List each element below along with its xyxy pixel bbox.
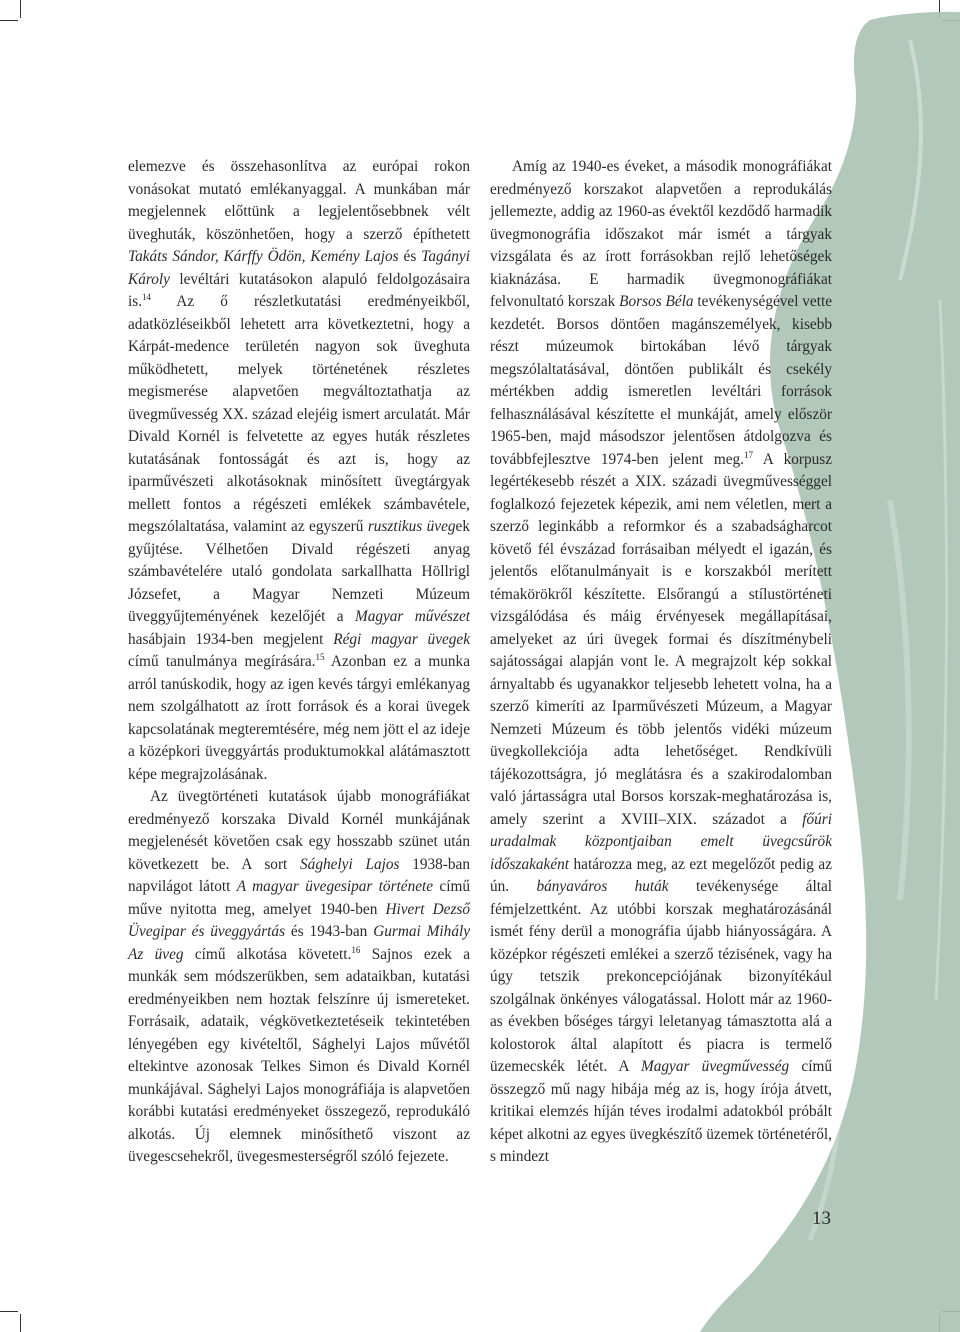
page-number: 13 bbox=[812, 1208, 831, 1229]
left-text-column bbox=[128, 156, 470, 1169]
footnote-ref-16: 16 bbox=[351, 944, 361, 955]
left-paragraph-1: elemezve és összehasonlítva az európai rokon vonásokat mutató emlékanyaggal. A munkában már megjelennek előttünk a legjelentősebbnek vélt üveghuták, köszönhetően, hogy a szerző építhetett Takáts Sándor, Kárffy Ödön, Kemény Lajos és Tagányi Károly levéltári kutatásokon alapuló feldolgozásaira is.$^{14}$ Az ő részletkutatási eredményeikből, adatközléseikből lehetett arra következtetni, hogy a Kárpát-medence területén nagyon sok üveghuta működhetett, melyek történetének részletes megismerése alapvetően megváltoztathatja az üvegművesség XX. század elejéig ismert arculatát. Már Divald Kornél is felvetette az egyes huták részletes kutatásának fontosságát és azt is, hogy az iparművészeti alkotásoknak minősített üvegtárgyak mellett fontos a régészeti emlékek számbavétele, megszólaltatása, valamint az egyszerű rusztikus üvegek gyűjtése. Vélhetően Divald régészeti anyag számbavételére utaló gondolata sarkallhatta Höllrigl Józsefet, a Magyar Nemzeti Múzeum üveggyűjteményének kezelőjét a Magyar művészet hasábjain 1934-ben megjelent Régi magyar üvegek című tanulmánya megírására.$^{15}$ Azonban ez a munka arról tanúskodik, hogy az igen kevés tárgyi emlékanyag nem szolgálhatott az írott források és a korai üvegek kapcsolatának megteremtésére, még nem jött el az ideje a középkori üveggyártás produktumokkal alátámasztott képe megrajzolásának. bbox=[128, 158, 471, 783]
footnote-ref-15: 15 bbox=[315, 652, 325, 662]
footnote-ref-14: 14 bbox=[142, 292, 152, 302]
right-text-column bbox=[490, 156, 832, 1169]
left-paragraph-2: Az üvegtörténeti kutatások újabb monográfiákat eredményező korszaka Divald Kornél munkájának megjelenését követően csak egy hosszabb szünet után következett be. A sort Sághelyi Lajos 1938-ban napvilágot látott A magyar üvegesipar története című műve nyitotta meg, amelyet 1940-ben Hivert Dezső Üvegipar és üveggyártás és 1943-ban Gurmai Mihály Az üveg című alkotása követett.$^{16}$ Sajnos ezek a munkák sem módszerükben, sem adataikban, kutatási eredményeikben nem hoztak felszínre új ismereteket. Forrásaik, adataik, végkövetkeztetéseik tekintetében lényegében egy kivételtől, Sághelyi Lajos művétől eltekintve azonosak Telkes Simon és Divald Kornél munkájával. Sághelyi Lajos monográfiája is alapvetően korábbi kutatási eredményeket összegező, reprodukáló alkotás. Új elemnek minősíthető viszont az üvegescsehekről, üvegesmesterségről szóló fejezete. bbox=[128, 788, 471, 1165]
right-paragraph-1: Amíg az 1940-es éveket, a második monográfiákat eredményező korszakot alapvetően a reprodukálás jellemezte, addig az 1960-as évektől kezdődő harmadik üvegmonográfia időszakot már ismét a tárgyak vizsgálata és az írott forrásokban rejlő lehetőségek kiaknázása. E harmadik üvegmonográfiákat felvonultató korszak Borsos Béla tevékenységével vette kezdetét. Borsos döntően magánszemélyek, kisebb részt múzeumok birtokában lévő tárgyak megszólaltatásával, döntően publikált és csekély mértékben addig ismeretlen levéltári források felhasználásával készítette el munkáját, amely először 1965-ben, majd másodszor jelentősen átdolgozva és továbbfejlesztve 1974-ben jelent meg.$^{17}$ A korpusz legértékesebb részét a XIX. századi üvegművességgel foglalkozó fejezetek képezik, ami nem véletlen, mert a szerző leginkább a reformkor és a szabadságharcot követő fél évszázad forrásaiban mélyedt el igazán, és jelentős előtanulmányait is e korszakból merített témakörökről készítette. Elsőrangú a stílustörténeti vizsgálódása és máig érvényesek megállapításai, amelyeket az úri üvegek formai és díszítménybeli sajátosságai alapján vont le. A megrajzolt kép sokkal árnyaltabb és ugyanakkor teljesebb lehetett volna, ha a szerző kimeríti az Iparművészeti Múzeum, a Magyar Nemzeti Múzeum és több jelentős vidéki múzeum üvegkollekciója adta lehetőséget. Rendkívüli tájékozottságra, jó meglátásra és a szakirodalomban való jártasságra utal Borsos korszak-meghatározása is, amely szerint a XVIII–XIX. századot a főúri uradalmak központjaiban emelt üvegcsűrök időszakaként határozza meg, az ezt megelőzőt pedig az ún. bányaváros huták tevékenysége által fémjelzettként. Az utóbbi korszak meghatározásánál ismét fény derül a monográfia újabb hiányosságára. A középkor régészeti emlékei a szerző tézisének, vagy ha úgy tetszik prekoncepciójának bizonyítékául szolgálnak önkényes válogatással. Holott már az 1960-as években bőséges tárgyi leletanyag támasztotta alá a kolostorok által alapított és piacra is termelő üzemecskék létét. A Magyar üvegművesség című összegző mű nagy hibája még az is, hogy írója átvett, kritikai elemzés híján téves irodalmi adatokból próbált képet alkotni az egyes üvegkészítő üzemek történetéről, s mindezt bbox=[490, 158, 833, 1165]
footnote-ref-17: 17 bbox=[743, 449, 753, 460]
